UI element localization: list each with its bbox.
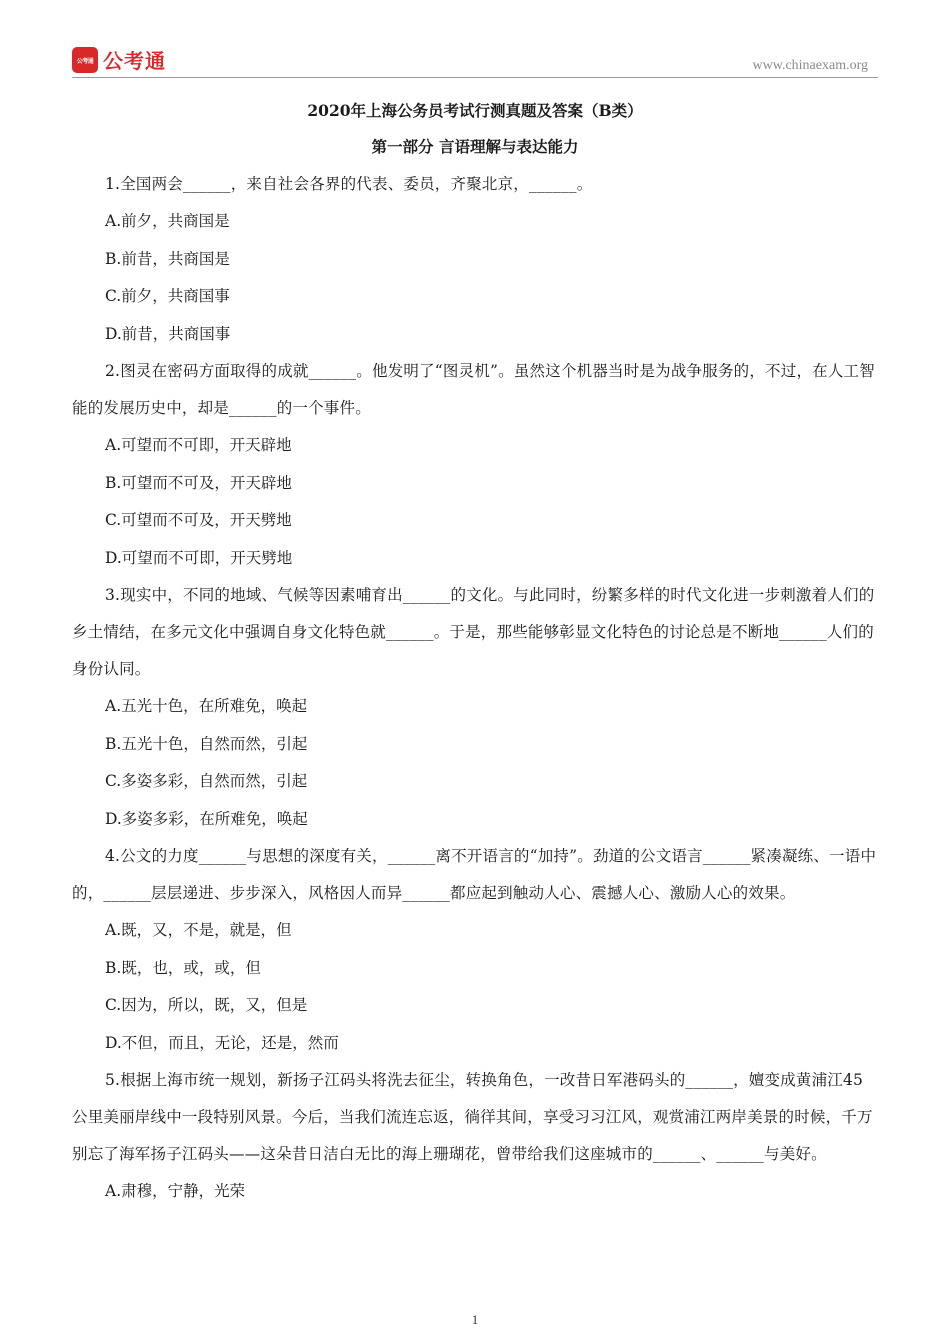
question-4 (72, 838, 878, 1062)
answer-option: C.前夕，共商国事 (105, 287, 230, 305)
answer-option: D.多姿多彩，在所难免，唤起 (105, 809, 308, 828)
question-2 (72, 353, 878, 577)
page-number: 1 (471, 1312, 479, 1327)
answer-option: C.因为，所以，既，又，但是 (105, 996, 308, 1014)
answer-option: B.可望而不可及，开天辟地 (105, 473, 292, 492)
answer-option: B.五光十色，自然而然，引起 (105, 734, 308, 753)
answer-option: D.可望而不可即，开天劈地 (105, 548, 293, 567)
question-stem: 4.公文的力度______与思想的深度有关，______离不开语言的“加持”。劲道的公文语言______紧凑凝练、一语中的，______层层递进、步步深入，风格因人而异______都应起到触动人心、震撼人心、激励人心的效果。 (72, 847, 877, 902)
answer-option: D.不但，而且，无论，还是，然而 (105, 1033, 339, 1052)
answer-option: B.既，也，或，或，但 (105, 958, 261, 977)
answer-option: C.可望而不可及，开天劈地 (105, 511, 292, 529)
header-divider (72, 77, 878, 78)
answer-option: A.前夕，共商国是 (105, 212, 230, 230)
page-header (72, 44, 878, 78)
answer-option: A.可望而不可即，开天辟地 (105, 436, 292, 454)
site-url[interactable]: www.chinaexam.org (752, 58, 868, 73)
question-stem: 5.根据上海市统一规划，新扬子江码头将洗去征尘，转换角色，一改昔日军港码头的______，嬗变成黄浦江45公里美丽岸线中一段特别风景。今后，当我们流连忘返，徜徉其间，享受习习江风，观赏浦江两岸美景的时候，千万别忘了海军扬子江码头——这朵昔日洁白无比的海上珊瑚花，曾带给我们这座城市的______、______与美好。 (72, 1071, 873, 1163)
answer-option: C.多姿多彩，自然而然，引起 (105, 772, 308, 790)
answer-option: B.前昔，共商国是 (105, 249, 230, 268)
question-stem: 1.全国两会______，来自社会各界的代表、委员，齐聚北京，______。 (105, 175, 593, 193)
question-5 (72, 1062, 878, 1211)
answer-option: A.肃穆，宁静，光荣 (105, 1182, 246, 1200)
document-body (72, 100, 878, 1211)
answer-option: A.既，又，不是，就是，但 (105, 921, 292, 939)
question-stem: 3.现实中，不同的地域、气候等因素哺育出______的文化。与此同时，纷繁多样的时代文化进一步刺激着人们的乡土情结，在多元文化中强调自身文化特色就______。于是，那些能够彰显文化特色的讨论总是不断地______人们的身份认同。 (72, 586, 875, 678)
question-1 (72, 166, 878, 353)
logo-badge-icon: 公考通 (72, 47, 98, 73)
question-stem: 2.图灵在密码方面取得的成就______。他发明了“图灵机”。虽然这个机器当时是为战争服务的，不过，在人工智能的发展历史中，却是______的一个事件。 (72, 362, 875, 417)
document-title: 2020年上海公务员考试行测真题及答案（B类） (307, 101, 643, 120)
section-title: 第一部分 言语理解与表达能力 (371, 137, 579, 156)
answer-option: D.前昔，共商国事 (105, 324, 231, 343)
answer-option: A.五光十色，在所难免，唤起 (105, 697, 308, 715)
question-3 (72, 577, 878, 838)
logo-text: 公考通 (103, 49, 166, 73)
